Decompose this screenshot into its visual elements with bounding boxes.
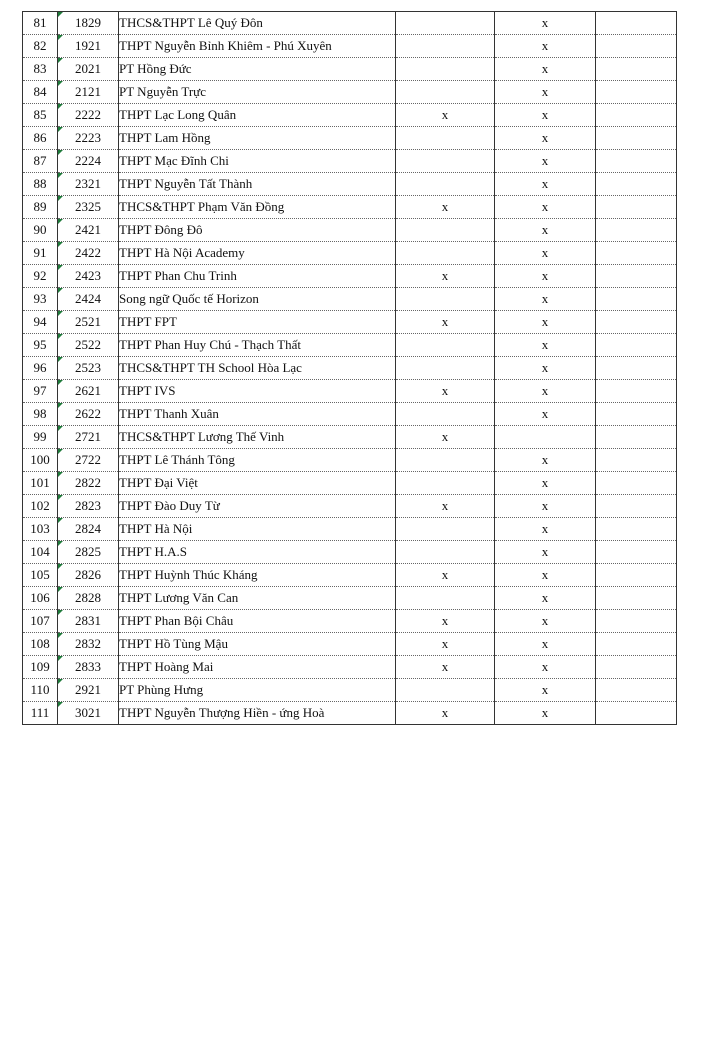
empty-col-cell[interactable] bbox=[596, 242, 677, 265]
mark-col-1-cell[interactable]: x bbox=[396, 380, 495, 403]
mark-col-2-cell[interactable]: x bbox=[495, 610, 596, 633]
empty-col-cell[interactable] bbox=[596, 426, 677, 449]
empty-col-cell[interactable] bbox=[596, 472, 677, 495]
table-row bbox=[23, 495, 677, 518]
mark-col-1-cell[interactable] bbox=[396, 81, 495, 104]
empty-col-cell[interactable] bbox=[596, 219, 677, 242]
school-name-cell[interactable]: PT Nguyễn Trực bbox=[119, 81, 396, 104]
row-number-cell[interactable]: 109 bbox=[23, 656, 58, 679]
empty-col-cell[interactable] bbox=[596, 173, 677, 196]
school-name-cell[interactable]: PT Hồng Đức bbox=[119, 58, 396, 81]
school-name-cell[interactable]: THPT Phan Chu Trinh bbox=[119, 265, 396, 288]
mark-col-1-cell[interactable] bbox=[396, 150, 495, 173]
row-number-cell[interactable]: 106 bbox=[23, 587, 58, 610]
school-name-cell[interactable]: THPT Đông Đô bbox=[119, 219, 396, 242]
row-number-cell[interactable]: 94 bbox=[23, 311, 58, 334]
mark-col-1-cell[interactable] bbox=[396, 334, 495, 357]
mark-col-1-cell[interactable] bbox=[396, 357, 495, 380]
mark-col-1-cell[interactable] bbox=[396, 242, 495, 265]
empty-col-cell[interactable] bbox=[596, 587, 677, 610]
school-name-cell[interactable]: THPT Phan Huy Chú - Thạch Thất bbox=[119, 334, 396, 357]
mark-col-1-cell[interactable] bbox=[396, 127, 495, 150]
mark-col-2-cell[interactable]: x bbox=[495, 81, 596, 104]
empty-col-cell[interactable] bbox=[596, 610, 677, 633]
school-code-cell[interactable]: 2621 bbox=[58, 380, 119, 403]
school-code-cell[interactable]: 2321 bbox=[58, 173, 119, 196]
school-name-cell[interactable]: THCS&THPT Phạm Văn Đồng bbox=[119, 196, 396, 219]
school-code-cell[interactable]: 2522 bbox=[58, 334, 119, 357]
mark-col-1-cell[interactable]: x bbox=[396, 702, 495, 725]
table-row bbox=[23, 311, 677, 334]
row-number-cell[interactable]: 88 bbox=[23, 173, 58, 196]
table-row bbox=[23, 81, 677, 104]
row-number-cell[interactable]: 82 bbox=[23, 35, 58, 58]
mark-col-2-cell[interactable]: x bbox=[495, 656, 596, 679]
school-code-cell[interactable]: 2223 bbox=[58, 127, 119, 150]
school-code-cell[interactable]: 2824 bbox=[58, 518, 119, 541]
table-row bbox=[23, 357, 677, 380]
mark-col-1-cell[interactable]: x bbox=[396, 656, 495, 679]
school-code-cell[interactable]: 2832 bbox=[58, 633, 119, 656]
empty-col-cell[interactable] bbox=[596, 334, 677, 357]
table-row bbox=[23, 541, 677, 564]
mark-col-2-cell[interactable]: x bbox=[495, 633, 596, 656]
school-code-cell[interactable]: 1829 bbox=[58, 12, 119, 35]
row-number-cell[interactable]: 108 bbox=[23, 633, 58, 656]
row-number-cell[interactable]: 104 bbox=[23, 541, 58, 564]
school-name-cell[interactable]: THPT Hà Nội bbox=[119, 518, 396, 541]
empty-col-cell[interactable] bbox=[596, 104, 677, 127]
mark-col-2-cell[interactable]: x bbox=[495, 472, 596, 495]
row-number-cell[interactable]: 91 bbox=[23, 242, 58, 265]
table-row bbox=[23, 518, 677, 541]
school-code-cell[interactable]: 2421 bbox=[58, 219, 119, 242]
school-code-cell[interactable]: 2021 bbox=[58, 58, 119, 81]
mark-col-1-cell[interactable] bbox=[396, 449, 495, 472]
table-row bbox=[23, 587, 677, 610]
school-code-cell[interactable]: 2826 bbox=[58, 564, 119, 587]
mark-col-2-cell[interactable]: x bbox=[495, 242, 596, 265]
mark-col-2-cell[interactable]: x bbox=[495, 150, 596, 173]
empty-col-cell[interactable] bbox=[596, 403, 677, 426]
table-row bbox=[23, 127, 677, 150]
table-row bbox=[23, 380, 677, 403]
mark-col-1-cell[interactable] bbox=[396, 58, 495, 81]
row-number-cell[interactable]: 107 bbox=[23, 610, 58, 633]
table-row bbox=[23, 173, 677, 196]
row-number-cell[interactable]: 99 bbox=[23, 426, 58, 449]
row-number-cell[interactable]: 90 bbox=[23, 219, 58, 242]
school-name-cell[interactable]: THPT FPT bbox=[119, 311, 396, 334]
school-code-cell[interactable]: 1921 bbox=[58, 35, 119, 58]
table-row bbox=[23, 150, 677, 173]
school-name-cell[interactable]: THPT Nguyễn Tất Thành bbox=[119, 173, 396, 196]
row-number-cell[interactable]: 98 bbox=[23, 403, 58, 426]
school-name-cell[interactable]: THPT Đào Duy Từ bbox=[119, 495, 396, 518]
table-row bbox=[23, 242, 677, 265]
school-code-cell[interactable]: 2828 bbox=[58, 587, 119, 610]
school-code-cell[interactable]: 2424 bbox=[58, 288, 119, 311]
mark-col-2-cell[interactable] bbox=[495, 426, 596, 449]
empty-col-cell[interactable] bbox=[596, 196, 677, 219]
mark-col-2-cell[interactable]: x bbox=[495, 104, 596, 127]
mark-col-1-cell[interactable]: x bbox=[396, 265, 495, 288]
mark-col-2-cell[interactable]: x bbox=[495, 219, 596, 242]
school-name-cell[interactable]: THPT Mạc Đĩnh Chi bbox=[119, 150, 396, 173]
row-number-cell[interactable]: 81 bbox=[23, 12, 58, 35]
school-code-cell[interactable]: 2224 bbox=[58, 150, 119, 173]
empty-col-cell[interactable] bbox=[596, 288, 677, 311]
table-row bbox=[23, 426, 677, 449]
mark-col-1-cell[interactable] bbox=[396, 403, 495, 426]
school-name-cell[interactable]: THCS&THPT TH School Hòa Lạc bbox=[119, 357, 396, 380]
mark-col-1-cell[interactable]: x bbox=[396, 495, 495, 518]
mark-col-2-cell[interactable]: x bbox=[495, 58, 596, 81]
school-code-cell[interactable]: 3021 bbox=[58, 702, 119, 725]
row-number-cell[interactable]: 92 bbox=[23, 265, 58, 288]
table-row bbox=[23, 702, 677, 725]
table-row bbox=[23, 219, 677, 242]
empty-col-cell[interactable] bbox=[596, 679, 677, 702]
row-number-cell[interactable]: 95 bbox=[23, 334, 58, 357]
empty-col-cell[interactable] bbox=[596, 357, 677, 380]
table-row bbox=[23, 58, 677, 81]
row-number-cell[interactable]: 89 bbox=[23, 196, 58, 219]
empty-col-cell[interactable] bbox=[596, 449, 677, 472]
empty-col-cell[interactable] bbox=[596, 12, 677, 35]
row-number-cell[interactable]: 97 bbox=[23, 380, 58, 403]
row-number-cell[interactable]: 86 bbox=[23, 127, 58, 150]
school-name-cell[interactable]: THPT Thanh Xuân bbox=[119, 403, 396, 426]
mark-col-2-cell[interactable]: x bbox=[495, 127, 596, 150]
table-row bbox=[23, 449, 677, 472]
row-number-cell[interactable]: 102 bbox=[23, 495, 58, 518]
mark-col-2-cell[interactable]: x bbox=[495, 357, 596, 380]
mark-col-1-cell[interactable] bbox=[396, 12, 495, 35]
row-number-cell[interactable]: 93 bbox=[23, 288, 58, 311]
table-row bbox=[23, 656, 677, 679]
school-code-cell[interactable]: 2921 bbox=[58, 679, 119, 702]
school-code-cell[interactable]: 2822 bbox=[58, 472, 119, 495]
empty-col-cell[interactable] bbox=[596, 127, 677, 150]
mark-col-1-cell[interactable] bbox=[396, 541, 495, 564]
mark-col-2-cell[interactable]: x bbox=[495, 265, 596, 288]
table-row bbox=[23, 35, 677, 58]
row-number-cell[interactable]: 83 bbox=[23, 58, 58, 81]
school-code-cell[interactable]: 2422 bbox=[58, 242, 119, 265]
mark-col-1-cell[interactable] bbox=[396, 173, 495, 196]
mark-col-1-cell[interactable] bbox=[396, 518, 495, 541]
school-name-cell[interactable]: THPT Hồ Tùng Mậu bbox=[119, 633, 396, 656]
mark-col-2-cell[interactable]: x bbox=[495, 334, 596, 357]
school-code-cell[interactable]: 2222 bbox=[58, 104, 119, 127]
row-number-cell[interactable]: 84 bbox=[23, 81, 58, 104]
school-name-cell[interactable]: THPT Phan Bội Châu bbox=[119, 610, 396, 633]
mark-col-1-cell[interactable] bbox=[396, 288, 495, 311]
table-row bbox=[23, 633, 677, 656]
school-name-cell[interactable]: THPT Huỳnh Thúc Kháng bbox=[119, 564, 396, 587]
mark-col-1-cell[interactable]: x bbox=[396, 196, 495, 219]
row-number-cell[interactable]: 103 bbox=[23, 518, 58, 541]
school-name-cell[interactable]: THPT Hoàng Mai bbox=[119, 656, 396, 679]
empty-col-cell[interactable] bbox=[596, 656, 677, 679]
empty-col-cell[interactable] bbox=[596, 564, 677, 587]
school-name-cell[interactable]: PT Phùng Hưng bbox=[119, 679, 396, 702]
table-row bbox=[23, 334, 677, 357]
row-number-cell[interactable]: 96 bbox=[23, 357, 58, 380]
mark-col-2-cell[interactable]: x bbox=[495, 35, 596, 58]
mark-col-1-cell[interactable]: x bbox=[396, 564, 495, 587]
mark-col-1-cell[interactable] bbox=[396, 587, 495, 610]
school-name-cell[interactable]: THPT Nguyễn Bỉnh Khiêm - Phú Xuyên bbox=[119, 35, 396, 58]
empty-col-cell[interactable] bbox=[596, 633, 677, 656]
school-name-cell[interactable]: Song ngữ Quốc tế Horizon bbox=[119, 288, 396, 311]
table-row bbox=[23, 12, 677, 35]
table-row bbox=[23, 472, 677, 495]
table-row bbox=[23, 564, 677, 587]
empty-col-cell[interactable] bbox=[596, 265, 677, 288]
empty-col-cell[interactable] bbox=[596, 311, 677, 334]
school-code-cell[interactable]: 2423 bbox=[58, 265, 119, 288]
mark-col-2-cell[interactable]: x bbox=[495, 173, 596, 196]
school-code-cell[interactable]: 2825 bbox=[58, 541, 119, 564]
empty-col-cell[interactable] bbox=[596, 495, 677, 518]
empty-col-cell[interactable] bbox=[596, 518, 677, 541]
school-name-cell[interactable]: THCS&THPT Lương Thế Vinh bbox=[119, 426, 396, 449]
school-code-cell[interactable]: 2831 bbox=[58, 610, 119, 633]
mark-col-1-cell[interactable]: x bbox=[396, 633, 495, 656]
mark-col-1-cell[interactable] bbox=[396, 35, 495, 58]
row-number-cell[interactable]: 87 bbox=[23, 150, 58, 173]
school-name-cell[interactable]: THPT Lương Văn Can bbox=[119, 587, 396, 610]
table-row bbox=[23, 610, 677, 633]
mark-col-2-cell[interactable]: x bbox=[495, 380, 596, 403]
empty-col-cell[interactable] bbox=[596, 702, 677, 725]
mark-col-1-cell[interactable]: x bbox=[396, 311, 495, 334]
empty-col-cell[interactable] bbox=[596, 150, 677, 173]
school-table bbox=[22, 11, 677, 725]
mark-col-1-cell[interactable] bbox=[396, 472, 495, 495]
mark-col-2-cell[interactable]: x bbox=[495, 564, 596, 587]
mark-col-2-cell[interactable]: x bbox=[495, 518, 596, 541]
mark-col-2-cell[interactable]: x bbox=[495, 311, 596, 334]
school-name-cell[interactable]: THPT Đại Việt bbox=[119, 472, 396, 495]
school-code-cell[interactable]: 2121 bbox=[58, 81, 119, 104]
mark-col-1-cell[interactable]: x bbox=[396, 426, 495, 449]
school-name-cell[interactable]: THPT Lam Hồng bbox=[119, 127, 396, 150]
school-code-cell[interactable]: 2325 bbox=[58, 196, 119, 219]
mark-col-2-cell[interactable]: x bbox=[495, 702, 596, 725]
mark-col-2-cell[interactable]: x bbox=[495, 495, 596, 518]
empty-col-cell[interactable] bbox=[596, 380, 677, 403]
row-number-cell[interactable]: 100 bbox=[23, 449, 58, 472]
table-row bbox=[23, 288, 677, 311]
school-name-cell[interactable]: THPT H.A.S bbox=[119, 541, 396, 564]
mark-col-2-cell[interactable]: x bbox=[495, 679, 596, 702]
school-code-cell[interactable]: 2823 bbox=[58, 495, 119, 518]
mark-col-2-cell[interactable]: x bbox=[495, 403, 596, 426]
school-code-cell[interactable]: 2833 bbox=[58, 656, 119, 679]
school-name-cell[interactable]: THPT Lê Thánh Tông bbox=[119, 449, 396, 472]
table-body bbox=[23, 12, 677, 725]
school-code-cell[interactable]: 2722 bbox=[58, 449, 119, 472]
mark-col-2-cell[interactable]: x bbox=[495, 196, 596, 219]
table-row bbox=[23, 403, 677, 426]
school-name-cell[interactable]: THPT IVS bbox=[119, 380, 396, 403]
table-row bbox=[23, 196, 677, 219]
school-name-cell[interactable]: THPT Nguyễn Thượng Hiền - ứng Hoà bbox=[119, 702, 396, 725]
mark-col-2-cell[interactable]: x bbox=[495, 12, 596, 35]
school-code-cell[interactable]: 2721 bbox=[58, 426, 119, 449]
empty-col-cell[interactable] bbox=[596, 81, 677, 104]
empty-col-cell[interactable] bbox=[596, 58, 677, 81]
mark-col-2-cell[interactable]: x bbox=[495, 587, 596, 610]
row-number-cell[interactable]: 101 bbox=[23, 472, 58, 495]
empty-col-cell[interactable] bbox=[596, 35, 677, 58]
school-code-cell[interactable]: 2622 bbox=[58, 403, 119, 426]
row-number-cell[interactable]: 111 bbox=[23, 702, 58, 725]
row-number-cell[interactable]: 110 bbox=[23, 679, 58, 702]
mark-col-1-cell[interactable] bbox=[396, 219, 495, 242]
row-number-cell[interactable]: 85 bbox=[23, 104, 58, 127]
school-name-cell[interactable]: THPT Hà Nội Academy bbox=[119, 242, 396, 265]
empty-col-cell[interactable] bbox=[596, 541, 677, 564]
row-number-cell[interactable]: 105 bbox=[23, 564, 58, 587]
mark-col-2-cell[interactable]: x bbox=[495, 541, 596, 564]
mark-col-1-cell[interactable]: x bbox=[396, 610, 495, 633]
mark-col-1-cell[interactable] bbox=[396, 679, 495, 702]
mark-col-2-cell[interactable]: x bbox=[495, 288, 596, 311]
school-name-cell[interactable]: THCS&THPT Lê Quý Đôn bbox=[119, 12, 396, 35]
school-code-cell[interactable]: 2521 bbox=[58, 311, 119, 334]
table-row bbox=[23, 104, 677, 127]
mark-col-2-cell[interactable]: x bbox=[495, 449, 596, 472]
mark-col-1-cell[interactable]: x bbox=[396, 104, 495, 127]
table-row bbox=[23, 679, 677, 702]
school-name-cell[interactable]: THPT Lạc Long Quân bbox=[119, 104, 396, 127]
table-row bbox=[23, 265, 677, 288]
school-code-cell[interactable]: 2523 bbox=[58, 357, 119, 380]
